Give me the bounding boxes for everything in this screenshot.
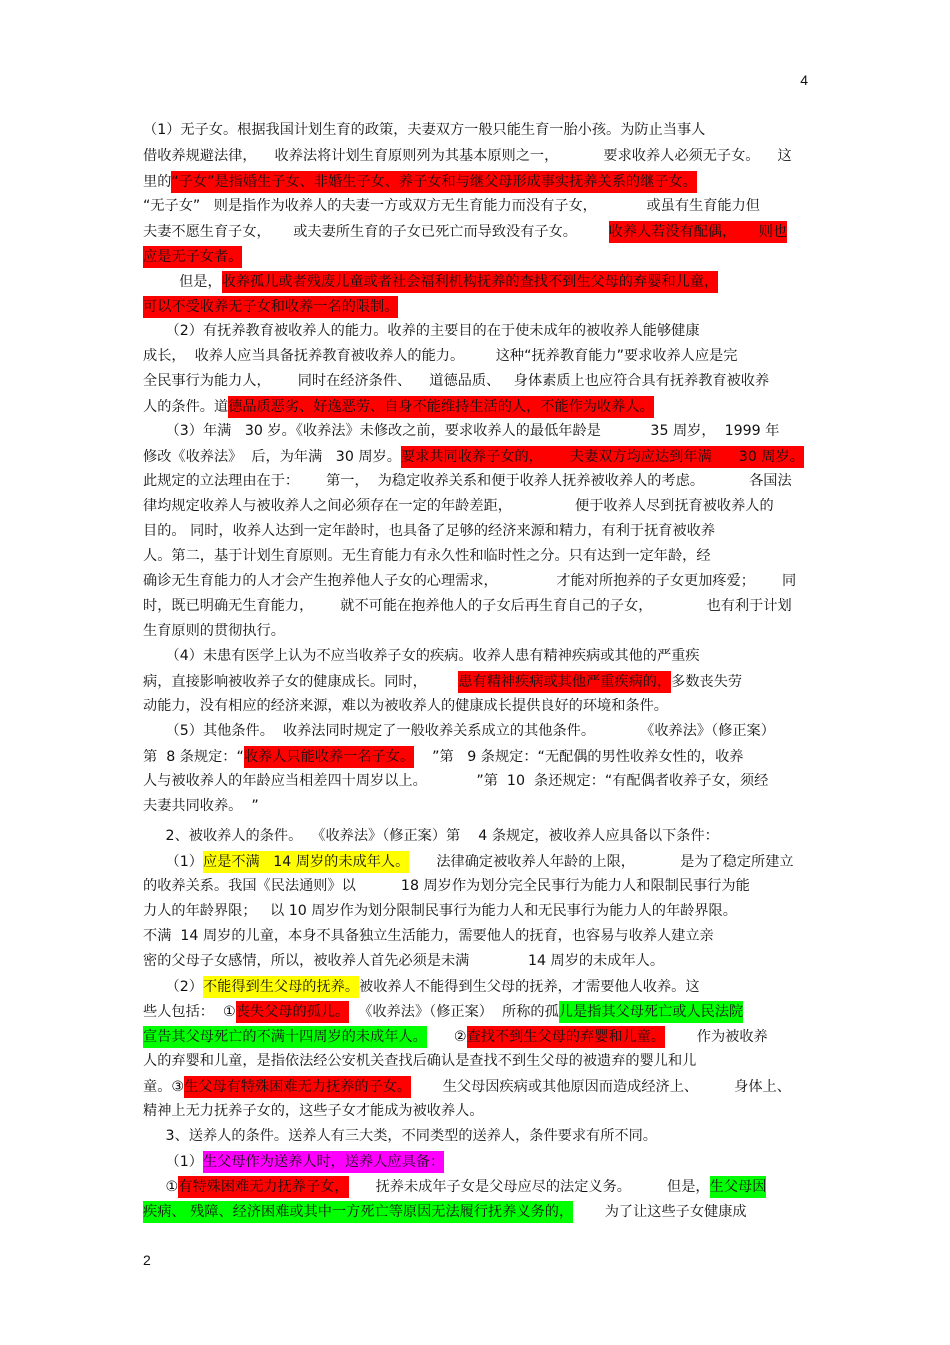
text-line <box>143 1101 484 1123</box>
text-run: 病，直接影响被收养子女的健康成长。同时， <box>143 674 459 690</box>
text-run: 3、送养人的条件。送养人有三大类，不同类型的送养人，条件要求有所不同。 <box>143 1128 657 1144</box>
text-line <box>143 646 700 668</box>
text-run: 人的弃婴和儿童，是指依法经公安机关查找后确认是查找不到生父母的被遗弃的婴儿和儿 <box>143 1053 697 1069</box>
text-line <box>143 396 654 418</box>
text-line <box>143 901 737 923</box>
highlight-grn: 生父母因 <box>710 1176 767 1198</box>
text-line <box>143 721 775 743</box>
text-run: 精神上无力抚养子女的，这些子女才能成为被收养人。 <box>143 1103 484 1119</box>
text-run: （2） <box>143 979 203 995</box>
text-run: 第 8 条规定：“ <box>143 749 244 765</box>
highlight-red: 要求共同收养子女的， 夫妻双方均应达到年满 30 周岁。 <box>401 446 804 468</box>
text-run: 人。第二，基于计划生育原则。无生育能力有永久性和临时性之分。只有达到一定年龄，经 <box>143 548 711 564</box>
text-run: ”第 9 条规定：“无配偶的男性收养女性的，收养 <box>414 749 744 765</box>
text-run: （5）其他条件。 收养法同时规定了一般收养关系成立的其他条件。 《收养法》（修正案） <box>143 723 775 739</box>
text-run: 密的父母子女感情，所以，被收养人首先必须是未满 14 周岁的未成年人。 <box>143 953 665 969</box>
text-line <box>143 771 768 793</box>
text-line <box>143 621 285 643</box>
text-run: 的收养关系。我国《民法通则》以 18 周岁作为划分完全民事行为能力人和限制民事行为能 <box>143 878 750 894</box>
text-run: 此规定的立法理由在于： 第一， 为稳定收养关系和便于收养人抚养被收养人的考虑。 各国法 <box>143 473 792 489</box>
text-line <box>143 471 792 493</box>
text-line <box>143 671 742 693</box>
text-line <box>143 346 737 368</box>
text-line <box>143 496 774 518</box>
text-line <box>143 951 664 973</box>
highlight-red: 应是无子女者。 <box>143 246 242 268</box>
text-line <box>143 1001 743 1023</box>
highlight-red: 生父母有特殊困难无力抚养的子女。 <box>184 1076 411 1098</box>
text-run: ① <box>143 1179 179 1195</box>
text-run: 修改《收养法》 后，为年满 30 周岁。 <box>143 449 401 465</box>
text-run: 力人的年龄界限； 以 10 周岁作为划分限制民事行为能力人和无民事行为能力人的年龄界限。 <box>143 903 737 919</box>
text-line <box>143 321 700 343</box>
text-line <box>143 926 714 948</box>
text-run: 作为被收养 <box>665 1029 768 1045</box>
highlight-red: 收养人若没有配偶， 则也 <box>609 221 788 243</box>
text-line <box>143 246 242 268</box>
text-line <box>143 146 792 168</box>
text-line <box>143 296 398 318</box>
text-run: 2、被收养人的条件。 《收养法》（修正案）第 4 条规定，被收养人应具备以下条件： <box>143 828 719 844</box>
highlight-red: 丧失父母的孤儿。 <box>236 1001 350 1023</box>
text-line <box>143 546 711 568</box>
text-run: 些人包括： ① <box>143 1004 236 1020</box>
text-run: （3）年满 30 岁。《收养法》未修改之前，要求收养人的最低年龄是 35 周岁， 1999 年 <box>143 423 780 439</box>
text-line <box>143 976 700 998</box>
highlight-grn: 宣告其父母死亡的不满十四周岁的未成年人。 <box>143 1026 427 1048</box>
text-run: 时，既已明确无生育能力， 就不可能在抱养他人的子女后再生育自己的子女， 也有利于计划 <box>143 598 792 614</box>
text-run: 抚养未成年子女是父母应尽的法定义务。 但是， <box>348 1179 710 1195</box>
highlight-red: 德品质恶劣、好逸恶劳、自身不能维持生活的人，不能作为收养人。 <box>228 396 654 418</box>
text-line <box>143 120 705 142</box>
text-line <box>143 1151 444 1173</box>
text-run: 全民事行为能力人， 同时在经济条件、 道德品质、 身体素质上也应符合具有抚养教育被收养 <box>143 373 770 389</box>
highlight-red: “子女”是指婚生子女、非婚生子女、养子女和与继父母形成事实抚养关系的继子女。 <box>171 171 696 193</box>
highlight-grn: 疾病、 残障、经济困难或其中一方死亡等原因无法履行抚养义务的， <box>143 1201 573 1223</box>
text-line <box>143 696 668 718</box>
highlight-red: 收养人只能收养一名子女。 <box>244 746 414 768</box>
text-line <box>143 851 794 873</box>
text-line <box>143 1126 657 1148</box>
text-run: 夫妻不愿生育子女， 或夫妻所生育的子女已死亡而导致没有子女。 <box>143 224 609 240</box>
text-line <box>143 421 779 443</box>
text-run: 成长， 收养人应当具备抚养教育被收养人的能力。 这种“抚养教育能力”要求收养人应是完 <box>143 348 738 364</box>
text-run: ② <box>426 1029 467 1045</box>
text-line <box>143 371 769 393</box>
text-run: （1） <box>143 1154 203 1170</box>
text-line <box>143 1076 791 1098</box>
text-line <box>143 1201 747 1223</box>
highlight-yel: 不能得到生父母的抚养。 <box>203 976 359 998</box>
text-line <box>143 1026 768 1048</box>
text-line <box>143 196 760 218</box>
text-line <box>143 1176 766 1198</box>
text-run: “无子女” 则是指作为收养人的夫妻一方或双方无生育能力而没有子女， 或虽有生育能力但 <box>143 198 760 214</box>
text-line <box>143 446 804 468</box>
text-run: 夫妻共同收养。 ” <box>143 798 259 814</box>
page-number-top: 4 <box>800 72 808 88</box>
text-run: 被收养人不能得到生父母的抚养，才需要他人收养。这 <box>359 979 700 995</box>
text-run: 但是， <box>143 274 222 290</box>
text-line <box>143 271 718 293</box>
highlight-red: 患有精神疾病或其他严重疾病的， <box>458 671 671 693</box>
text-run: （2）有抚养教育被收养人的能力。收养的主要目的在于使未成年的被收养人能够健康 <box>143 323 700 339</box>
text-line <box>143 571 796 593</box>
highlight-red: 可以不受收养无子女和收养一名的限制。 <box>143 296 398 318</box>
text-run: （1） <box>143 854 203 870</box>
highlight-yel: 应是不满 14 周岁的未成年人。 <box>203 851 409 873</box>
highlight-red: 收养孤儿或者残废儿童或者社会福利机构抚养的查找不到生父母的弃婴和儿童， <box>222 271 719 293</box>
highlight-red: 查找不到生父母的弃婴和儿童。 <box>467 1026 666 1048</box>
text-run: （1）无子女。根据我国计划生育的政策，夫妻双方一般只能生育一胎小孩。为防止当事人 <box>143 122 706 138</box>
text-run: （4）未患有医学上认为不应当收养子女的疾病。收养人患有精神疾病或其他的严重疾 <box>143 648 700 664</box>
text-line <box>143 826 719 848</box>
text-run: 人与被收养人的年龄应当相差四十周岁以上。 ”第 10 条还规定：“有配偶者收养子女，须经 <box>143 773 769 789</box>
text-run: 确诊无生育能力的人才会产生抱养他人子女的心理需求， 才能对所抱养的子女更加疼爱； 同 <box>143 573 797 589</box>
text-run: 人的条件。道 <box>143 399 229 415</box>
text-run: 《收养法》（修正案） 所称的孤 <box>349 1004 559 1020</box>
text-line <box>143 221 787 243</box>
text-line <box>143 746 744 768</box>
text-run: 法律确定被收养人年龄的上限， 是为了稳定所建立 <box>409 854 794 870</box>
text-line <box>143 796 259 818</box>
text-line <box>143 171 697 193</box>
text-run: 生育原则的贯彻执行。 <box>143 623 285 639</box>
text-line <box>143 1051 696 1073</box>
page-number-bottom: 2 <box>143 1252 151 1268</box>
text-run: 目的。 同时，收养人达到一定年龄时，也具备了足够的经济来源和精力，有利于抚育被收养 <box>143 523 716 539</box>
text-run: 生父母因疾病或其他原因而造成经济上、 身体上、 <box>411 1079 791 1095</box>
text-run: 律均规定收养人与被收养人之间必须存在一定的年龄差距， 便于收养人尽到抚育被收养人的 <box>143 498 774 514</box>
text-run: 童。③ <box>143 1079 185 1095</box>
text-line <box>143 876 750 898</box>
text-line <box>143 596 792 618</box>
text-run: 借收养规避法律， 收养法将计划生育原则列为其基本原则之一， 要求收养人必须无子女。 这 <box>143 148 792 164</box>
text-run: 不满 14 周岁的儿童，本身不具备独立生活能力，需要他人的抚育，也容易与收养人建立亲 <box>143 928 714 944</box>
highlight-mag: 生父母作为送养人时，送养人应具备： <box>203 1151 444 1173</box>
text-run: 为了让这些子女健康成 <box>573 1204 747 1220</box>
text-run: 里的 <box>143 174 172 190</box>
highlight-grn: 儿是指其父母死亡或人民法院 <box>559 1001 743 1023</box>
text-run: 动能力，没有相应的经济来源，难以为被收养人的健康成长提供良好的环境和条件。 <box>143 698 668 714</box>
highlight-red: 有特殊困难无力抚养子女， <box>178 1176 348 1198</box>
text-run: 多数丧失劳 <box>671 674 743 690</box>
text-line <box>143 521 715 543</box>
